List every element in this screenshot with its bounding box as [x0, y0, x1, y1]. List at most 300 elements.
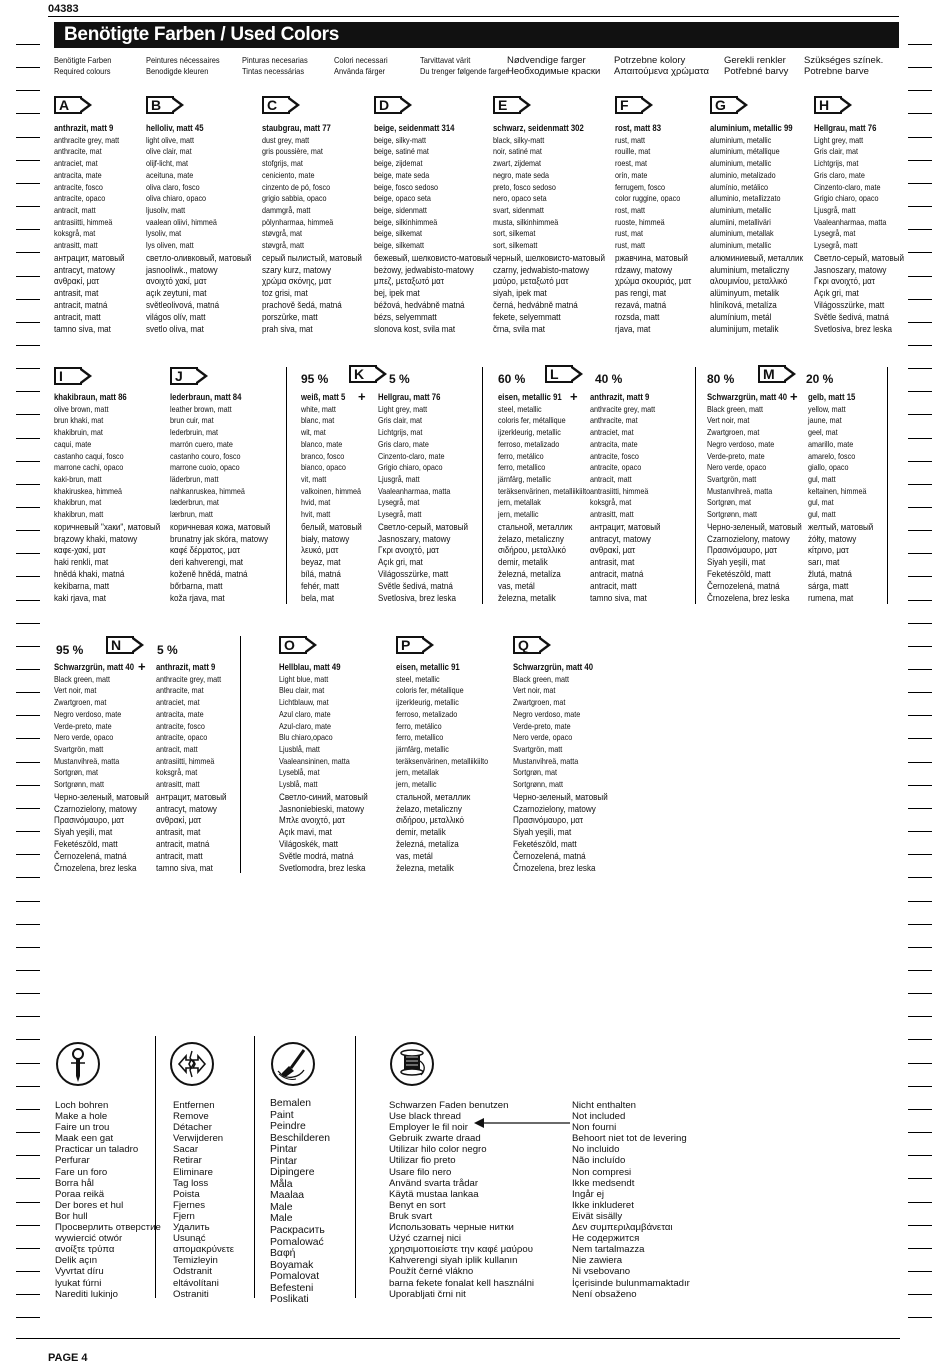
color-name-translation: rjava, mat	[615, 322, 651, 334]
color-name-title: anthrazit, matt 9	[156, 662, 216, 672]
color-name-translation: χρώμα σκόνης, ματ	[262, 275, 332, 287]
color-code-q: Q	[513, 636, 541, 654]
color-name-translation: black, silky-matt	[493, 134, 545, 145]
header-line: Benodigde kleuren	[146, 66, 209, 76]
color-name-translation: grigio sabbia, opaco	[262, 193, 327, 204]
color-name-translation: rdzawy, matowy	[615, 263, 673, 275]
color-name-translation: ferro, metálico	[498, 450, 544, 461]
color-name-translation: geel, mat	[808, 427, 838, 438]
margin-tick-right	[908, 901, 932, 902]
paint-brush-icon	[270, 1041, 316, 1087]
color-name-translation: antracit, matt	[590, 473, 632, 484]
instruction-text: Maak een gat	[55, 1133, 114, 1145]
margin-tick-left	[16, 113, 40, 114]
mix-percent: 20 %	[806, 372, 834, 386]
color-name-translation: koksgrå, mat	[156, 767, 198, 778]
page-title: Benötigte Farben / Used Colors	[54, 22, 899, 48]
instruction-text: Retirar	[173, 1155, 202, 1167]
color-name-translation: Ljusblå, matt	[279, 743, 320, 754]
margin-tick-right	[908, 1178, 932, 1179]
color-name-translation: ferroso, metalizado	[396, 708, 458, 719]
color-name-translation: alumínium, metál	[710, 310, 772, 322]
color-name-translation: bílá, matná	[301, 567, 341, 579]
color-name-translation: Açık gri, mat	[378, 556, 423, 568]
instruction-text: Dipingere	[270, 1167, 315, 1179]
color-name-translation: antraciet, mat	[590, 427, 634, 438]
color-name-translation: Черно-зеленый, матовый	[54, 790, 149, 802]
color-name-translation: Verde-preto, mate	[513, 720, 571, 731]
color-name-translation: коричневая кожа, матовый	[170, 520, 271, 532]
instruction-text: Sacar	[173, 1144, 199, 1156]
color-name-translation: Světle šedivá, matná	[814, 310, 889, 322]
header-line: Colori necessari	[334, 55, 388, 65]
color-name-translation: ανθρακί, ματ	[54, 275, 100, 287]
header-line: Tarvittavat värit	[420, 55, 471, 65]
color-name-translation: Gris clair, mat	[814, 146, 859, 157]
color-name-translation: antrasitt, matt	[156, 779, 200, 790]
color-name-translation: ijzerkleurig, metallic	[498, 427, 561, 438]
margin-tick-right	[908, 1109, 932, 1110]
color-name-translation: Mustanvihreä, matta	[707, 485, 773, 496]
color-name-translation: fehér, matt	[301, 579, 340, 591]
color-name-translation: železna, metalik	[498, 591, 556, 603]
color-name-translation: Vaaleanharmaa, matta	[814, 216, 887, 227]
margin-tick-right	[908, 438, 932, 439]
instruction-list	[270, 1098, 330, 1306]
color-name-translation: Černozelená, matná	[707, 579, 780, 591]
header-line: Необходимые краски	[507, 66, 601, 77]
color-name-translation: szary kurz, matowy	[262, 263, 332, 275]
color-name-translation: czarny, jedwabisto-matowy	[493, 263, 590, 275]
color-name-translation: Azul claro, mate	[279, 708, 331, 719]
color-name-translation: støvgrå, mat	[262, 228, 303, 239]
color-name-translation: светло-оливковый, матовый	[146, 251, 252, 263]
color-name-translation: järnfärg, metallic	[498, 473, 551, 484]
header-line: Gerekli renkler	[724, 55, 786, 66]
color-name-translation: antracite, fosco	[54, 181, 103, 192]
margin-tick-left	[16, 183, 40, 184]
margin-tick-right	[908, 1086, 932, 1087]
color-name-translation: Črnozelena, brez leska	[513, 861, 596, 873]
separator-line	[482, 367, 483, 604]
mix-percent: 40 %	[595, 372, 623, 386]
instruction-text: Bemalen	[270, 1098, 312, 1109]
color-name-translation: Grigio chiaro, opaco	[814, 193, 879, 204]
color-name-translation: Cinzento-claro, mate	[378, 450, 445, 461]
color-name-translation: fekete, selyemmatt	[493, 310, 561, 322]
color-name-list	[615, 123, 691, 334]
color-name-translation: gris poussière, mat	[262, 146, 323, 157]
color-name-translation: Svartgrön, matt	[54, 743, 104, 754]
margin-tick-left	[16, 276, 40, 277]
color-name-translation: antracite, fosco	[156, 720, 205, 731]
color-name-translation: železná, metalíza	[498, 567, 561, 579]
margin-tick-left	[16, 507, 40, 508]
color-name-translation: Lysblå, matt	[279, 779, 318, 790]
instruction-text: Maalaa	[270, 1190, 305, 1202]
margin-tick-left	[16, 1063, 40, 1064]
color-name-translation: Açık mavi, mat	[279, 826, 332, 838]
instruction-text: Utilizar fio preto	[389, 1155, 456, 1167]
color-name-translation: antracit, matt	[54, 310, 101, 322]
color-name-translation: világos olív, matt	[146, 310, 206, 322]
margin-tick-left	[16, 1178, 40, 1179]
color-name-translation: kaki rjava, mat	[54, 591, 106, 603]
code-arrow-icon	[132, 639, 140, 651]
margin-tick-left	[16, 970, 40, 971]
margin-tick-right	[908, 391, 932, 392]
color-name-translation: blanco, mate	[301, 438, 343, 449]
color-name-translation: white, matt	[301, 403, 336, 414]
instruction-text: Использовать черные нитки	[389, 1222, 514, 1234]
margin-tick-right	[908, 762, 932, 763]
color-name-title: rost, matt 83	[615, 123, 662, 133]
color-name-list	[156, 662, 227, 873]
color-name-translation: antracit, matná	[54, 298, 108, 310]
separator-line	[254, 1036, 255, 1298]
color-name-list	[279, 662, 368, 873]
color-name-translation: cinzento de pó, fosco	[262, 181, 331, 192]
color-name-translation: rozsda, matt	[615, 310, 660, 322]
color-name-translation: beige, zijdemat	[374, 158, 423, 169]
instruction-text: Temizleyin	[173, 1255, 218, 1267]
color-name-translation: Светло-синий, матовый	[279, 790, 368, 802]
margin-tick-right	[908, 484, 932, 485]
plus-sign: +	[790, 389, 798, 404]
color-name-translation: sort, silkemat	[493, 228, 536, 239]
instruction-text: Usunąć	[173, 1233, 206, 1245]
color-name-translation: vaalean oliivi, himmeä	[146, 216, 217, 227]
mix-percent: 95 %	[301, 372, 329, 386]
color-name-translation: Nero verde, opaco	[513, 732, 573, 743]
instruction-text: Benyt en sort	[389, 1199, 446, 1211]
instruction-text: Nie zawiera	[572, 1255, 623, 1267]
color-name-translation: bela, mat	[301, 591, 335, 603]
margin-tick-left	[16, 1086, 40, 1087]
color-name-translation: vit, matt	[301, 473, 327, 484]
color-name-translation: Negro verdoso, mate	[707, 438, 775, 449]
instruction-text: Odstranit	[173, 1266, 212, 1278]
color-name-translation: coloris fer, métallique	[396, 685, 464, 696]
header-line: Peintures nécessaires	[146, 55, 220, 65]
color-name-translation: Svetlosiva, brez leska	[814, 322, 892, 334]
header-line: Potrzebne kolory	[614, 55, 686, 66]
plus-sign: +	[358, 389, 366, 404]
color-code-k: K	[349, 365, 377, 383]
instruction-text: Просверлить отверстие	[55, 1222, 161, 1234]
color-name-translation: Feketészöld, matt	[54, 837, 118, 849]
margin-tick-right	[908, 44, 932, 45]
color-name-translation: Açık gri, mat	[814, 287, 859, 299]
instruction-text: Der bores et hul	[55, 1199, 124, 1211]
mix-percent: 5 %	[389, 372, 410, 386]
instruction-text: Behoort niet tot de levering	[572, 1133, 687, 1145]
color-name-translation: Negro verdoso, mate	[54, 708, 122, 719]
margin-tick-left	[16, 947, 40, 948]
instruction-text: Nem tartalmazza	[572, 1244, 645, 1256]
code-arrow-icon	[196, 370, 204, 382]
margin-tick-right	[908, 1039, 932, 1040]
color-name-translation: toz grisi, mat	[262, 287, 308, 299]
instruction-text: Non fourni	[572, 1122, 617, 1134]
color-name-list	[498, 392, 590, 603]
instruction-text: Pintar	[270, 1144, 298, 1156]
margin-tick-right	[908, 1063, 932, 1064]
color-name-title: Schwarzgrün, matt 40	[707, 392, 788, 402]
color-name-translation: anthracite grey, matt	[54, 134, 120, 145]
color-name-translation: beige, silky-matt	[374, 134, 427, 145]
color-name-translation: rust, mat	[615, 228, 644, 239]
code-arrow-icon	[288, 99, 296, 111]
instruction-text: Ingår ej	[572, 1188, 604, 1200]
color-name-translation: antrasiitti, himmeä	[156, 755, 215, 766]
color-name-translation: Πρασινόμαυρο, ματ	[54, 814, 125, 826]
color-name-translation: biały, matowy	[301, 532, 350, 544]
color-name-translation: aluminium, métallique	[710, 146, 780, 157]
margin-tick-left	[16, 1271, 40, 1272]
separator-line	[887, 367, 888, 604]
margin-tick-right	[908, 113, 932, 114]
instruction-text: lyukat fúrni	[55, 1277, 102, 1289]
color-name-translation: antracita, mate	[156, 708, 204, 719]
color-name-translation: læderbrun, mat	[170, 497, 219, 508]
color-name-translation: ржавчина, матовый	[615, 251, 688, 263]
color-name-translation: lys oliven, matt	[146, 240, 194, 251]
color-code-d: D	[374, 96, 402, 114]
color-name-translation: bianco, opaco	[301, 462, 346, 473]
color-name-title: Hellgrau, matt 76	[814, 123, 877, 133]
color-name-translation: hnědá khaki, matná	[54, 567, 125, 579]
color-name-translation: antracita, mate	[54, 169, 102, 180]
color-name-translation: Jasnoszary, matowy	[378, 532, 451, 544]
margin-tick-left	[16, 1294, 40, 1295]
language-header	[54, 55, 111, 77]
language-header	[804, 55, 883, 77]
instruction-text: Není obsaženo	[572, 1288, 637, 1300]
color-name-translation: castanho caqui, fosco	[54, 450, 124, 461]
margin-tick-left	[16, 1039, 40, 1040]
instruction-list	[55, 1100, 161, 1300]
code-arrow-icon	[422, 639, 430, 651]
instruction-text: Ostraniti	[173, 1288, 209, 1300]
instruction-text: Fjernes	[173, 1199, 205, 1211]
color-name-list	[301, 392, 362, 603]
language-header	[614, 55, 709, 77]
header-line: Potrebne barve	[804, 66, 869, 77]
color-name-translation: Világoskék, matt	[279, 837, 339, 849]
color-name-translation: beige, silkematt	[374, 240, 425, 251]
color-name-translation: brun khaki, mat	[54, 415, 104, 426]
color-name-translation: Blu chiaro,opaco	[279, 732, 333, 743]
margin-tick-left	[16, 368, 40, 369]
color-name-list	[707, 392, 802, 603]
color-name-translation: beige, silkemat	[374, 228, 423, 239]
margin-tick-left	[16, 831, 40, 832]
header-line: Pinturas necesarias	[242, 55, 308, 65]
margin-tick-left	[16, 252, 40, 253]
color-name-translation: Светло-серый, матовый	[814, 251, 905, 263]
color-name-translation: sarı, mat	[808, 556, 840, 568]
instruction-text: Użyć czarnej nici	[389, 1233, 461, 1245]
color-name-translation: Светло-серый, матовый	[378, 520, 469, 532]
instruction-text: Bor hull	[55, 1210, 88, 1222]
color-name-translation: jern, metallak	[498, 497, 541, 508]
color-name-translation: Γκρι ανοιχτό, ματ	[378, 544, 439, 556]
color-name-translation: žlutá, matná	[808, 567, 852, 579]
color-name-translation: Gris clair, mat	[378, 415, 423, 426]
color-name-translation: Lyseblå, mat	[279, 767, 320, 778]
color-name-translation: Sortgrøn, mat	[54, 767, 99, 778]
color-code-l: L	[545, 365, 573, 383]
margin-tick-right	[908, 206, 932, 207]
margin-tick-left	[16, 299, 40, 300]
color-name-translation: Világosszürke, matt	[378, 567, 449, 579]
color-name-translation: zwart, zijdemat	[493, 158, 542, 169]
plus-sign: +	[138, 659, 146, 674]
color-name-translation: nahkanruskea, himmeä	[170, 485, 245, 496]
color-name-translation: ferro, metallico	[396, 732, 444, 743]
color-name-translation: koža rjava, mat	[170, 591, 225, 603]
document-id: 04383	[48, 3, 79, 15]
color-name-translation: bézs, selyemmatt	[374, 310, 437, 322]
color-name-list	[170, 392, 270, 603]
margin-tick-right	[908, 276, 932, 277]
instruction-text: Use black thread	[389, 1111, 461, 1123]
margin-tick-left	[16, 229, 40, 230]
color-name-translation: olive clair, mat	[146, 146, 192, 157]
instruction-text: Narediti lukinjo	[55, 1288, 118, 1300]
color-name-translation: Black green, matt	[513, 673, 570, 684]
instruction-text: Eivät sisälly	[572, 1210, 623, 1222]
color-name-translation: kekibarna, matt	[54, 579, 110, 591]
color-name-translation: porszürke, matt	[262, 310, 318, 322]
instruction-text: İçerisinde bulunmamaktadır	[572, 1277, 690, 1289]
code-arrow-icon	[400, 99, 408, 111]
mix-percent: 80 %	[707, 372, 735, 386]
color-name-translation: oliva chiaro, opaco	[146, 193, 207, 204]
color-name-translation: olive brown, matt	[54, 403, 109, 414]
color-name-translation: vas, metál	[498, 579, 535, 591]
instruction-text: Poslikati	[270, 1294, 309, 1306]
page-number: PAGE 4	[48, 1352, 88, 1364]
color-code-b: B	[146, 96, 174, 114]
color-name-translation: støvgrå, matt	[262, 240, 305, 251]
color-name-translation: dust grey, matt	[262, 134, 310, 145]
color-name-translation: ανθρακί, ματ	[590, 544, 636, 556]
header-line: Tintas necessárias	[242, 66, 305, 76]
margin-tick-left	[16, 530, 40, 531]
color-name-title: Hellblau, matt 49	[279, 662, 341, 672]
color-name-translation: Czarnozielony, matowy	[707, 532, 790, 544]
color-name-translation: Siyah yeşili, mat	[54, 826, 113, 838]
margin-tick-left	[16, 137, 40, 138]
color-name-list	[54, 392, 160, 603]
margin-tick-left	[16, 391, 40, 392]
color-name-translation: σιδήρου, μεταλλικό	[396, 814, 464, 826]
margin-tick-left	[16, 785, 40, 786]
color-name-title: helloliv, matt 45	[146, 123, 204, 133]
margin-tick-right	[908, 1271, 932, 1272]
color-name-translation: желтый, матовый	[808, 520, 874, 532]
margin-tick-right	[908, 299, 932, 300]
language-header	[242, 55, 308, 77]
color-name-translation: antracit, matt	[54, 204, 96, 215]
color-name-translation: beige, opaco seta	[374, 193, 431, 204]
margin-tick-right	[908, 530, 932, 531]
color-name-translation: rust, matt	[615, 240, 646, 251]
color-name-title: weiß, matt 5	[301, 392, 346, 402]
color-name-translation: черный, шелковисто-матовый	[493, 251, 606, 263]
color-name-title: Hellgrau, matt 76	[378, 392, 441, 402]
instruction-text: Perfurar	[55, 1155, 90, 1167]
margin-tick-left	[16, 623, 40, 624]
color-name-translation: antracit, matt	[156, 849, 203, 861]
color-name-translation: Sortgrønn, matt	[513, 779, 564, 790]
color-name-translation: Lichtblauw, mat	[279, 697, 329, 708]
instruction-text: ανοίξτε τρύπα	[55, 1244, 115, 1256]
color-name-translation: aluminium, metallic	[710, 240, 772, 251]
instruction-text: Eliminare	[173, 1166, 213, 1178]
color-name-translation: ceniciento, mate	[262, 169, 315, 180]
color-name-translation: Cinzento-claro, mate	[814, 181, 881, 192]
color-name-list	[513, 662, 608, 873]
margin-tick-left	[16, 484, 40, 485]
color-name-translation: żółty, matowy	[808, 532, 857, 544]
margin-tick-right	[908, 1016, 932, 1017]
margin-tick-right	[908, 854, 932, 855]
header-line: Potřebné barvy	[724, 66, 789, 77]
margin-tick-left	[16, 345, 40, 346]
color-name-translation: vas, metál	[396, 849, 433, 861]
color-name-translation: béžová, hedvábně matná	[374, 298, 465, 310]
color-name-translation: Svetlomodra, brez leska	[279, 861, 366, 873]
color-name-translation: Nero verde, opaco	[54, 732, 114, 743]
instruction-text: Remove	[173, 1111, 209, 1123]
margin-tick-left	[16, 1317, 40, 1318]
color-name-translation: sárga, matt	[808, 579, 849, 591]
color-name-translation: серый пылистый, матовый	[262, 251, 362, 263]
color-name-translation: lederbruin, mat	[170, 427, 219, 438]
color-name-translation: Vaaleansininen, matta	[279, 755, 350, 766]
margin-tick-right	[908, 183, 932, 184]
color-name-translation: khakibrun, mat	[54, 497, 102, 508]
color-name-translation: Light blue, matt	[279, 673, 329, 684]
color-name-translation: koženě hnědá, matná	[170, 567, 248, 579]
color-name-title: beige, seidenmatt 314	[374, 123, 455, 133]
color-code-h: H	[814, 96, 842, 114]
color-name-translation: svart, sidenmatt	[493, 204, 544, 215]
color-name-translation: Jasnoniebieski, matowy	[279, 802, 365, 814]
margin-tick-left	[16, 854, 40, 855]
margin-tick-right	[908, 692, 932, 693]
header-line: Använda färger	[334, 66, 386, 76]
color-name-translation: antracite, fosco	[590, 450, 639, 461]
margin-tick-left	[16, 1248, 40, 1249]
color-name-translation: коричневый "хаки", матовый	[54, 520, 161, 532]
color-name-translation: dammgrå, matt	[262, 204, 311, 215]
color-name-translation: hvit, matt	[301, 509, 331, 520]
color-name-list	[262, 123, 362, 334]
color-name-translation: lysoliv, mat	[146, 228, 182, 239]
color-name-translation: železna, metalik	[396, 861, 454, 873]
instruction-text: Non compresi	[572, 1166, 632, 1178]
color-name-translation: prachově šedá, matná	[262, 298, 342, 310]
color-name-translation: ανθρακί, ματ	[156, 814, 202, 826]
color-name-translation: yellow, matt	[808, 403, 846, 414]
bottom-rule	[16, 1338, 900, 1339]
color-name-translation: ijzerkleurig, metallic	[396, 697, 459, 708]
color-name-translation: antrasiitti, himmeä	[590, 485, 649, 496]
